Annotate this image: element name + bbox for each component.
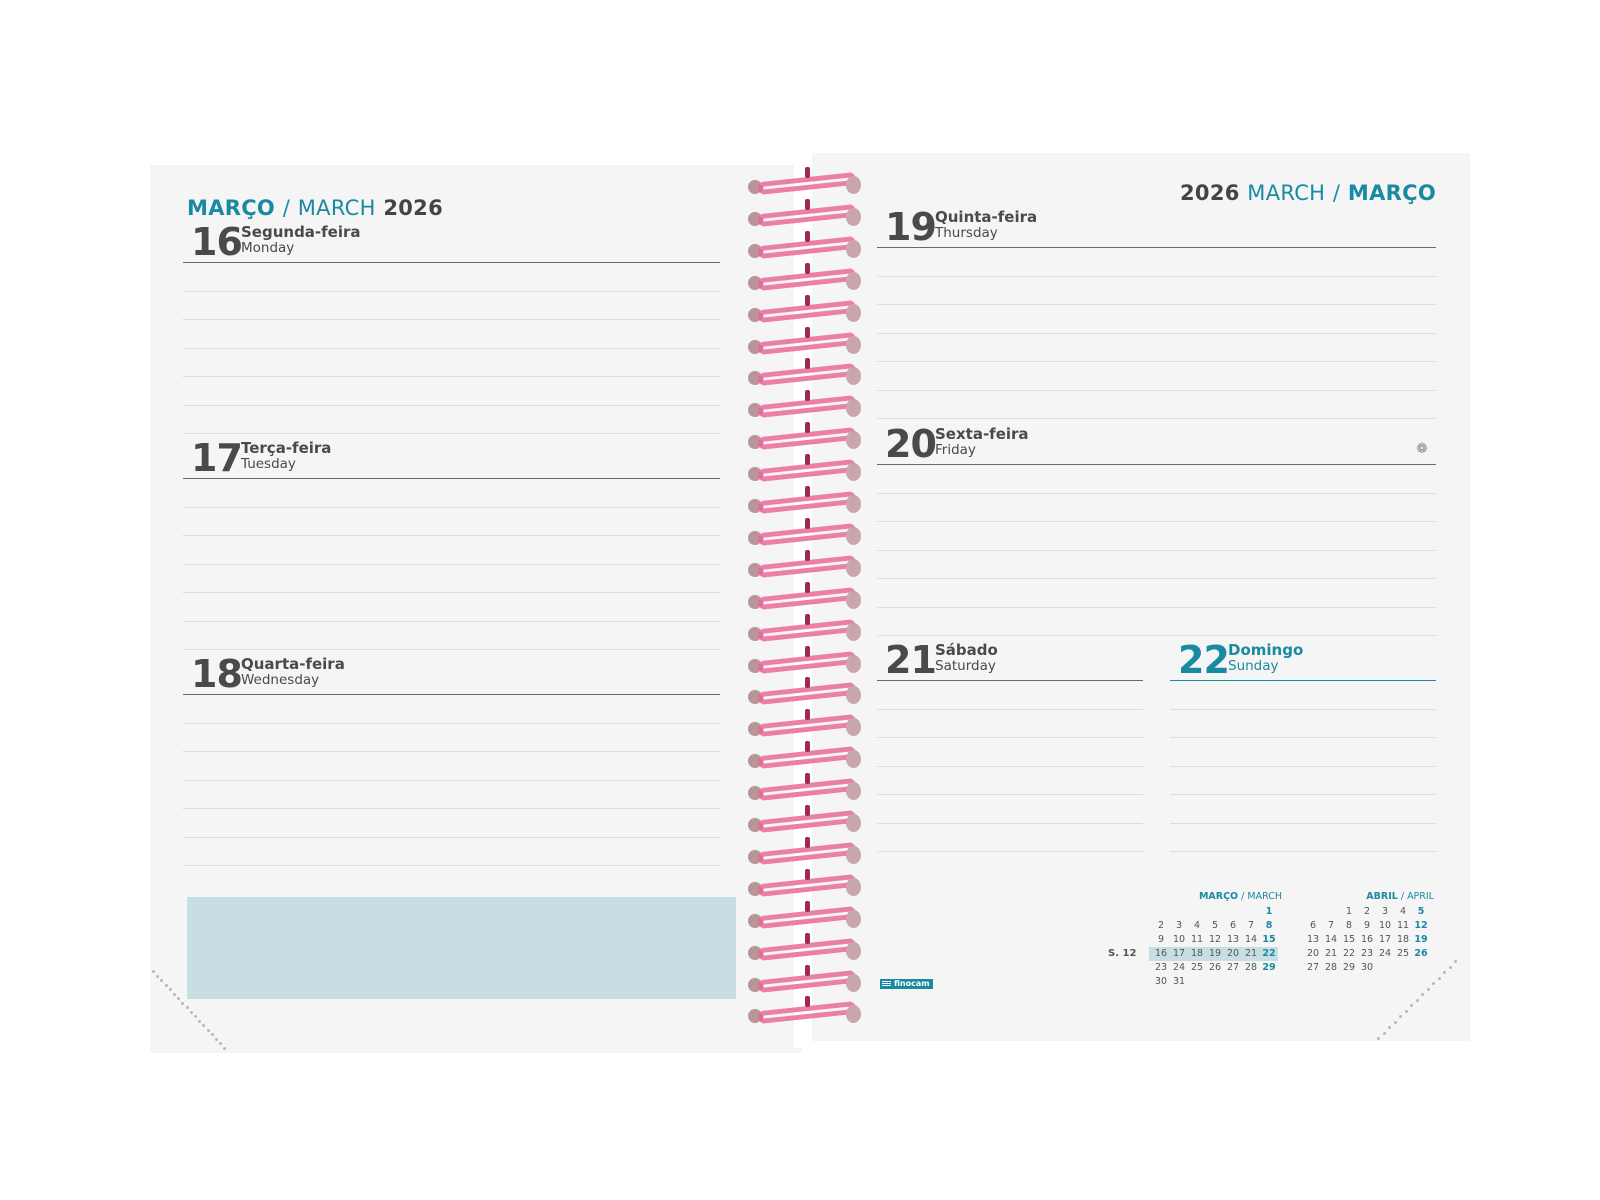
writing-line[interactable] <box>877 334 1436 363</box>
mini-calendar-day: 6 <box>1229 920 1237 931</box>
spiral-hole <box>846 463 861 481</box>
writing-line[interactable] <box>1170 710 1436 739</box>
writing-line[interactable] <box>183 695 720 724</box>
mini-calendar-title-en: MARCH <box>1247 891 1282 902</box>
spiral-loop <box>750 525 862 547</box>
spiral-hole <box>846 208 861 226</box>
perforation-dot <box>1388 1026 1391 1029</box>
spiral-stub <box>805 263 810 274</box>
mini-calendar-title <box>1199 891 1282 902</box>
writing-line[interactable] <box>1170 795 1436 824</box>
writing-line[interactable] <box>877 391 1436 420</box>
mini-calendar-day: 9 <box>1157 934 1165 945</box>
spiral-loop <box>750 748 862 770</box>
mini-calendar-day: 15 <box>1342 934 1356 945</box>
writing-line[interactable] <box>877 522 1436 551</box>
header-slash: / <box>282 196 291 220</box>
mini-calendar-day: 19 <box>1414 934 1428 945</box>
spiral-hole <box>846 399 861 417</box>
writing-line[interactable] <box>183 593 720 622</box>
writing-line[interactable] <box>183 838 720 867</box>
mini-calendar-day: 22 <box>1342 948 1356 959</box>
writing-line[interactable] <box>877 277 1436 306</box>
day-name-en: Wednesday <box>241 672 320 688</box>
spiral-stub <box>805 390 810 401</box>
day-block-thursday <box>877 205 1436 419</box>
writing-line[interactable] <box>183 781 720 810</box>
perforation-dot <box>190 1011 193 1014</box>
spiral-stub <box>805 965 810 976</box>
spiral-loop <box>750 557 862 579</box>
spiral-stub <box>805 741 810 752</box>
mini-calendar-day: 18 <box>1396 934 1410 945</box>
month-pt: MARÇO <box>187 196 276 220</box>
perforation-dot <box>152 970 155 973</box>
mini-calendar-day: 14 <box>1324 934 1338 945</box>
writing-line[interactable] <box>1170 767 1436 796</box>
mini-calendar-day: 8 <box>1265 920 1273 931</box>
mini-calendar-day: 12 <box>1414 920 1428 931</box>
writing-line[interactable] <box>877 608 1436 637</box>
day-number: 20 <box>885 422 936 466</box>
header-year: 2026 <box>1180 181 1240 205</box>
spiral-stub <box>805 901 810 912</box>
day-name-pt: Domingo <box>1228 641 1304 659</box>
perforation-dot <box>173 993 176 996</box>
day-heading <box>877 638 1143 682</box>
day-name-en: Sunday <box>1228 658 1279 674</box>
spiral-stub <box>805 646 810 657</box>
mini-calendar-title-slash: / <box>1241 891 1245 902</box>
right-page <box>812 153 1470 1041</box>
mini-calendar-day: 28 <box>1324 962 1338 973</box>
mini-calendar-day: 13 <box>1226 934 1240 945</box>
writing-line[interactable] <box>877 465 1436 494</box>
day-number: 19 <box>885 205 936 249</box>
header-year: 2026 <box>383 196 443 220</box>
month-en: MARCH <box>1247 181 1326 205</box>
spiral-loop <box>750 270 862 292</box>
day-name-pt: Terça-feira <box>241 439 332 457</box>
spiral-loop <box>750 429 862 451</box>
day-number: 18 <box>191 652 242 696</box>
spiral-hole <box>846 591 861 609</box>
mini-calendar-day: 25 <box>1396 948 1410 959</box>
spiral-hole <box>846 686 861 704</box>
writing-line[interactable] <box>877 305 1436 334</box>
mini-calendar-day: 15 <box>1262 934 1276 945</box>
writing-line[interactable] <box>877 824 1143 853</box>
spiral-loop <box>750 972 862 994</box>
perforation-dot <box>1427 988 1430 991</box>
mini-calendar-march <box>1152 891 1282 991</box>
perforation-dot <box>1405 1010 1408 1013</box>
spiral-stub <box>805 996 810 1007</box>
mini-calendar-day: 9 <box>1363 920 1371 931</box>
writing-line[interactable] <box>183 565 720 594</box>
mini-calendar-day: 13 <box>1306 934 1320 945</box>
spiral-hole <box>846 718 861 736</box>
spiral-stub <box>805 327 810 338</box>
spiral-stub <box>805 582 810 593</box>
mini-calendar-day: 5 <box>1417 906 1425 917</box>
spiral-hole <box>846 559 861 577</box>
spiral-loop <box>750 908 862 930</box>
writing-line[interactable] <box>877 795 1143 824</box>
day-number: 16 <box>191 220 242 264</box>
writing-line[interactable] <box>1170 738 1436 767</box>
day-block-monday <box>183 220 720 434</box>
left-page <box>150 165 802 1053</box>
writing-line[interactable] <box>183 809 720 838</box>
mini-calendar-day: 24 <box>1172 962 1186 973</box>
perforation-dot <box>1438 977 1441 980</box>
perforation-dot <box>1394 1021 1397 1024</box>
mini-calendar-day: 28 <box>1244 962 1258 973</box>
spiral-stub <box>805 837 810 848</box>
perforation-dot <box>215 1038 218 1041</box>
spiral-loop <box>750 940 862 962</box>
spiral-loop <box>750 493 862 515</box>
spiral-hole <box>846 1005 861 1023</box>
spiral-hole <box>846 336 861 354</box>
mini-calendar-title-en: APRIL <box>1407 891 1434 902</box>
mini-calendar-day: 21 <box>1244 948 1258 959</box>
spiral-hole <box>846 176 861 194</box>
spiral-hole <box>846 974 861 992</box>
header-slash: / <box>1332 181 1341 205</box>
spiral-stub <box>805 167 810 178</box>
day-name-en: Friday <box>935 442 976 458</box>
mini-calendar-day: 12 <box>1208 934 1222 945</box>
spiral-loop <box>750 1003 862 1025</box>
spiral-hole <box>846 240 861 258</box>
spiral-hole <box>846 272 861 290</box>
mini-calendar-day: 1 <box>1265 906 1273 917</box>
writing-line[interactable] <box>1170 824 1436 853</box>
spiral-hole <box>846 846 861 864</box>
spiral-loop <box>750 206 862 228</box>
spiral-loop <box>750 589 862 611</box>
mini-calendar-title-pt: MARÇO <box>1198 891 1239 902</box>
writing-line[interactable] <box>183 479 720 508</box>
spiral-stub <box>805 869 810 880</box>
perforation-dot <box>156 975 159 978</box>
perforation-dot <box>1443 971 1446 974</box>
day-name-pt: Segunda-feira <box>241 223 361 241</box>
mini-calendar-day: 14 <box>1244 934 1258 945</box>
perforation-dot <box>1377 1037 1380 1040</box>
day-number: 17 <box>191 436 242 480</box>
perforation-dot <box>186 1006 189 1009</box>
mini-calendar-day: 6 <box>1309 920 1317 931</box>
writing-line[interactable] <box>183 349 720 378</box>
spiral-stub <box>805 773 810 784</box>
spiral-stub <box>805 358 810 369</box>
mini-calendar-day: 10 <box>1172 934 1186 945</box>
spiral-stub <box>805 614 810 625</box>
spiral-loop <box>750 461 862 483</box>
perforation-dot <box>211 1033 214 1036</box>
mini-calendar-day: 19 <box>1208 948 1222 959</box>
day-heading <box>183 220 720 264</box>
day-block-saturday <box>877 638 1143 852</box>
day-heading <box>877 422 1436 466</box>
mini-calendar-day: 17 <box>1378 934 1392 945</box>
mini-calendar-day: 4 <box>1399 906 1407 917</box>
mini-calendar-day: 26 <box>1208 962 1222 973</box>
perforation-dot <box>1410 1004 1413 1007</box>
writing-line[interactable] <box>877 362 1436 391</box>
mini-calendar-day: 23 <box>1154 962 1168 973</box>
perforation-dot <box>207 1029 210 1032</box>
writing-line[interactable] <box>183 292 720 321</box>
perforation-dot <box>1383 1032 1386 1035</box>
day-heading <box>1170 638 1436 682</box>
mini-calendar-day: 8 <box>1345 920 1353 931</box>
mini-calendar-day: 22 <box>1262 948 1276 959</box>
mini-calendar-day: 26 <box>1414 948 1428 959</box>
writing-line[interactable] <box>877 681 1143 710</box>
mini-calendar-day: 20 <box>1226 948 1240 959</box>
mini-calendar-day: 30 <box>1360 962 1374 973</box>
spiral-loop <box>750 653 862 675</box>
spiral-stub <box>805 550 810 561</box>
mini-calendar-day: 2 <box>1363 906 1371 917</box>
writing-line[interactable] <box>183 724 720 753</box>
day-block-tuesday <box>183 436 720 650</box>
mini-calendar-day: 29 <box>1342 962 1356 973</box>
spiral-hole <box>846 814 861 832</box>
spiral-hole <box>846 367 861 385</box>
mini-calendar-day: 21 <box>1324 948 1338 959</box>
mini-calendar-title <box>1366 891 1434 902</box>
writing-line[interactable] <box>183 622 720 651</box>
mini-calendar-april <box>1304 891 1434 991</box>
writing-line[interactable] <box>183 263 720 292</box>
writing-line[interactable] <box>183 752 720 781</box>
spiral-stub <box>805 677 810 688</box>
mini-calendar-day: 7 <box>1247 920 1255 931</box>
day-heading <box>183 652 720 696</box>
spiral-loop <box>750 397 862 419</box>
writing-line[interactable] <box>877 710 1143 739</box>
mini-calendar-day: 7 <box>1327 920 1335 931</box>
writing-line[interactable] <box>877 738 1143 767</box>
mini-calendar-title-pt: ABRIL <box>1366 891 1398 902</box>
day-name-en: Monday <box>241 240 295 256</box>
perforation-dot <box>198 1020 201 1023</box>
spiral-hole <box>846 878 861 896</box>
perforation-dot <box>1399 1015 1402 1018</box>
writing-line[interactable] <box>877 767 1143 796</box>
perforation-dot <box>165 984 168 987</box>
spiral-hole <box>846 655 861 673</box>
day-name-pt: Sexta-feira <box>935 425 1029 443</box>
spiral-loop <box>750 334 862 356</box>
spiral-stub <box>805 709 810 720</box>
spiral-stub <box>805 231 810 242</box>
week-label: S. 12 <box>1108 948 1137 959</box>
brand-logo: finocam <box>880 979 933 989</box>
writing-line[interactable] <box>183 320 720 349</box>
mini-calendar-day: 3 <box>1381 906 1389 917</box>
spiral-loop <box>750 812 862 834</box>
left-page-header <box>187 196 443 220</box>
spiral-hole <box>846 782 861 800</box>
day-number: 21 <box>885 638 936 682</box>
spiral-stub <box>805 422 810 433</box>
month-en: MARCH <box>297 196 376 220</box>
spiral-hole <box>846 942 861 960</box>
mini-calendar-day: 16 <box>1154 948 1168 959</box>
perforation-dot <box>1432 982 1435 985</box>
mini-calendar-day: 5 <box>1211 920 1219 931</box>
perforation-dot <box>1449 966 1452 969</box>
mini-calendar-title-slash: / <box>1400 891 1405 902</box>
mini-calendar-day: 18 <box>1190 948 1204 959</box>
mini-calendar-day: 11 <box>1396 920 1410 931</box>
right-page-header <box>1180 181 1436 205</box>
spiral-hole <box>846 750 861 768</box>
writing-line[interactable] <box>183 406 720 435</box>
spiral-loop <box>750 302 862 324</box>
flower-icon: ❁ <box>1416 441 1428 457</box>
mini-calendar-day: 25 <box>1190 962 1204 973</box>
day-heading <box>183 436 720 480</box>
spiral-stub <box>805 805 810 816</box>
mini-calendar-day: 31 <box>1172 976 1186 987</box>
day-name-en: Saturday <box>935 658 996 674</box>
spiral-loop <box>750 238 862 260</box>
day-name-pt: Sábado <box>935 641 998 659</box>
spiral-stub <box>805 933 810 944</box>
spiral-hole <box>846 304 861 322</box>
mini-calendar-day: 23 <box>1360 948 1374 959</box>
writing-line[interactable] <box>183 377 720 406</box>
mini-calendar-day: 16 <box>1360 934 1374 945</box>
writing-line[interactable] <box>183 536 720 565</box>
spiral-loop <box>750 716 862 738</box>
perforation-dot <box>194 1015 197 1018</box>
writing-line[interactable] <box>877 248 1436 277</box>
mini-calendar-day: 24 <box>1378 948 1392 959</box>
writing-line[interactable] <box>1170 681 1436 710</box>
spiral-stub <box>805 199 810 210</box>
day-name-en: Thursday <box>935 225 998 241</box>
spiral-hole <box>846 527 861 545</box>
spiral-hole <box>846 495 861 513</box>
day-name-en: Tuesday <box>241 456 296 472</box>
mini-calendar-day: 27 <box>1226 962 1240 973</box>
spiral-loop <box>750 174 862 196</box>
spiral-stub <box>805 295 810 306</box>
spiral-loop <box>750 621 862 643</box>
mini-calendar-day: 1 <box>1345 906 1353 917</box>
mini-calendar-day: 20 <box>1306 948 1320 959</box>
spiral-loop <box>750 876 862 898</box>
writing-line[interactable] <box>877 579 1436 608</box>
spiral-stub <box>805 454 810 465</box>
perforation-dot <box>1416 999 1419 1002</box>
mini-calendar-day: 3 <box>1175 920 1183 931</box>
day-heading <box>877 205 1436 249</box>
spiral-hole <box>846 910 861 928</box>
mini-calendar-day: 11 <box>1190 934 1204 945</box>
mini-calendar-day: 17 <box>1172 948 1186 959</box>
spiral-stub <box>805 486 810 497</box>
day-name-pt: Quinta-feira <box>935 208 1038 226</box>
day-block-friday <box>877 422 1436 636</box>
mini-calendar-day: 2 <box>1157 920 1165 931</box>
writing-line[interactable] <box>877 551 1436 580</box>
writing-line[interactable] <box>183 508 720 537</box>
day-number: 22 <box>1178 638 1229 682</box>
mini-calendar-day: 10 <box>1378 920 1392 931</box>
perforation-dot <box>1421 993 1424 996</box>
spiral-hole <box>846 623 861 641</box>
mini-calendar-day: 30 <box>1154 976 1168 987</box>
spiral-loop <box>750 684 862 706</box>
notes-box[interactable] <box>187 897 736 999</box>
month-pt: MARÇO <box>1347 181 1436 205</box>
mini-calendar-day: 29 <box>1262 962 1276 973</box>
spiral-binding <box>750 160 870 1040</box>
spiral-loop <box>750 365 862 387</box>
perforation-dot <box>1454 960 1457 963</box>
mini-calendar-day: 27 <box>1306 962 1320 973</box>
mini-calendar-day: 4 <box>1193 920 1201 931</box>
day-name-pt: Quarta-feira <box>241 655 345 673</box>
spiral-stub <box>805 518 810 529</box>
day-block-wednesday <box>183 652 720 866</box>
spiral-loop <box>750 844 862 866</box>
day-block-sunday <box>1170 638 1436 852</box>
spiral-loop <box>750 780 862 802</box>
perforation-dot <box>169 988 172 991</box>
writing-line[interactable] <box>877 494 1436 523</box>
spiral-hole <box>846 431 861 449</box>
